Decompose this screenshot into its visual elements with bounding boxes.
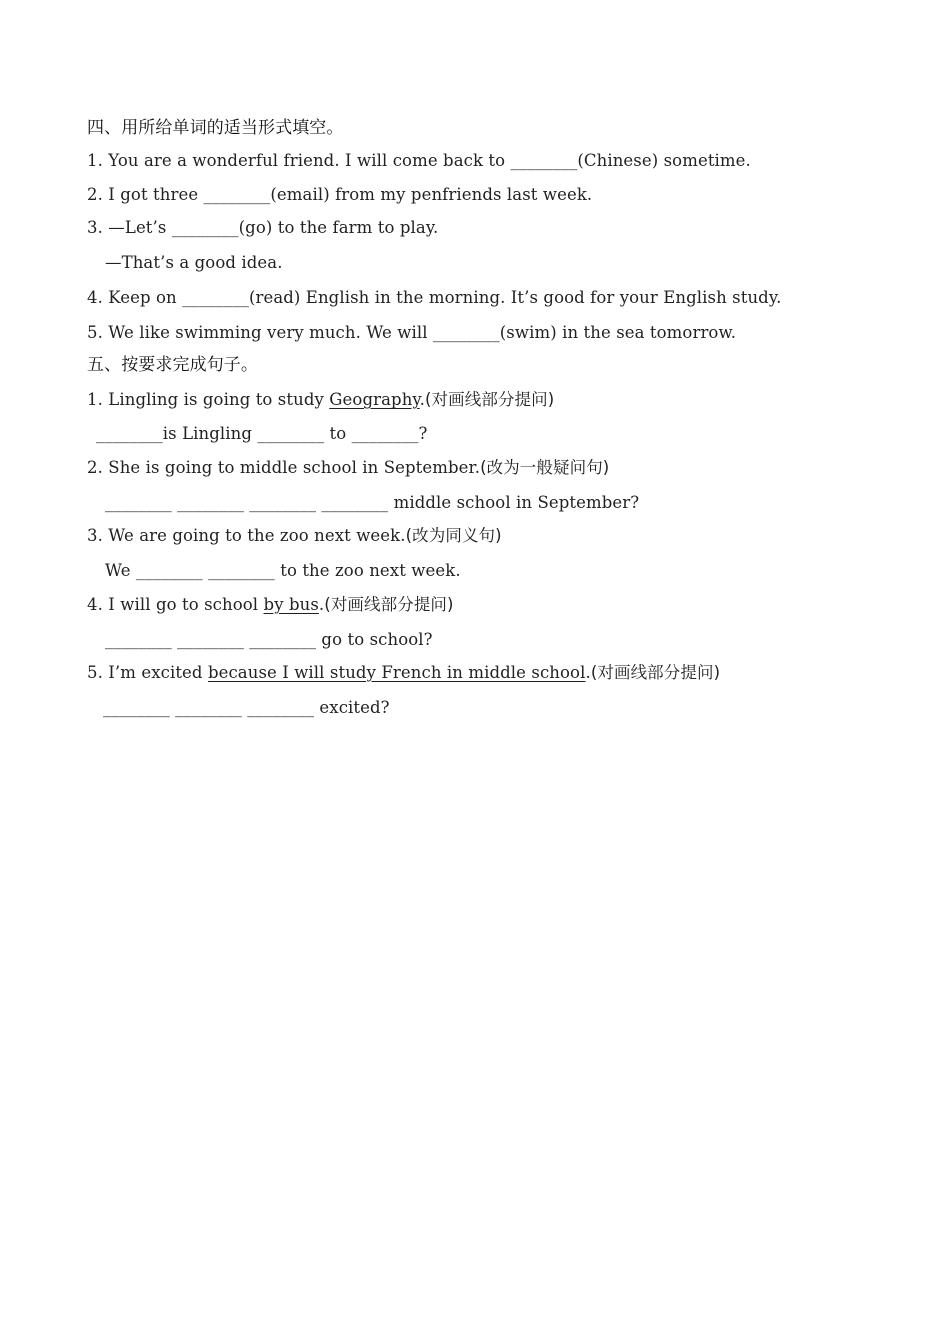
rewrite-item-1 <box>87 389 554 411</box>
underlined-part: because I will study French in middle school <box>207 663 586 682</box>
item-punct: . <box>318 595 325 614</box>
fill-item-3-reply: —That’s a good idea. <box>105 253 283 272</box>
section-5-heading: 五、按要求完成句子。 <box>87 355 258 375</box>
item-text: 2. She is going to middle school in September. <box>87 458 481 477</box>
item-text: 1. Lingling is going to study <box>87 390 330 409</box>
rewrite-item-5 <box>87 662 720 684</box>
rewrite-item-3 <box>87 525 502 547</box>
fill-item-4 <box>87 287 781 309</box>
item-instruction: (对画线部分提问) <box>324 595 454 614</box>
item-text: 4. Keep on <box>87 288 183 307</box>
item-text: 3. —Let’s <box>87 218 172 237</box>
answer-blank[interactable]: ________ <box>203 185 271 204</box>
fill-item-3 <box>87 217 438 239</box>
item-hint: (go) to the farm to play. <box>238 218 439 237</box>
rewrite-answer-3[interactable]: We ________ ________ to the zoo next week. <box>105 561 461 580</box>
item-hint: (Chinese) sometime. <box>577 151 751 170</box>
underlined-part: Geography <box>329 390 420 409</box>
section-4-heading: 四、用所给单词的适当形式填空。 <box>87 118 344 138</box>
item-text: 1. You are a wonderful friend. I will come back to <box>87 151 511 170</box>
item-instruction: (改为同义句) <box>405 526 502 545</box>
item-hint: (swim) in the sea tomorrow. <box>499 323 737 342</box>
rewrite-item-2 <box>87 457 609 479</box>
item-punct: . <box>585 663 591 682</box>
item-punct: . <box>419 390 426 409</box>
rewrite-answer-5[interactable]: ________ ________ ________ excited? <box>103 698 390 717</box>
answer-blank[interactable]: ________ <box>182 288 249 307</box>
item-text: 5. I’m excited <box>87 663 208 682</box>
fill-item-1 <box>87 150 751 172</box>
item-text: 3. We are going to the zoo next week. <box>87 526 406 545</box>
rewrite-answer-4[interactable]: ________ ________ ________ go to school? <box>105 630 433 649</box>
answer-blank[interactable]: ________ <box>510 151 578 170</box>
fill-item-2 <box>87 184 592 206</box>
fill-item-5 <box>87 322 736 344</box>
rewrite-answer-1[interactable]: ________is Lingling ________ to ________? <box>96 424 428 443</box>
answer-blank[interactable]: ________ <box>432 323 500 342</box>
item-instruction: (对画线部分提问) <box>425 390 555 409</box>
item-hint: (email) from my penfriends last week. <box>270 185 593 204</box>
answer-blank[interactable]: ________ <box>171 218 239 237</box>
item-hint: (read) English in the morning. It’s good for your English study. <box>248 288 782 307</box>
rewrite-item-4 <box>87 594 454 616</box>
item-text: 4. I will go to school <box>87 595 264 614</box>
item-instruction: (对画线部分提问) <box>590 663 721 682</box>
item-text: 2. I got three <box>87 185 204 204</box>
rewrite-answer-2[interactable]: ________ ________ ________ ________ middle school in September? <box>105 493 640 512</box>
item-text: 5. We like swimming very much. We will <box>87 323 433 342</box>
item-instruction: (改为一般疑问句) <box>480 458 610 477</box>
underlined-part: by bus <box>263 595 319 614</box>
